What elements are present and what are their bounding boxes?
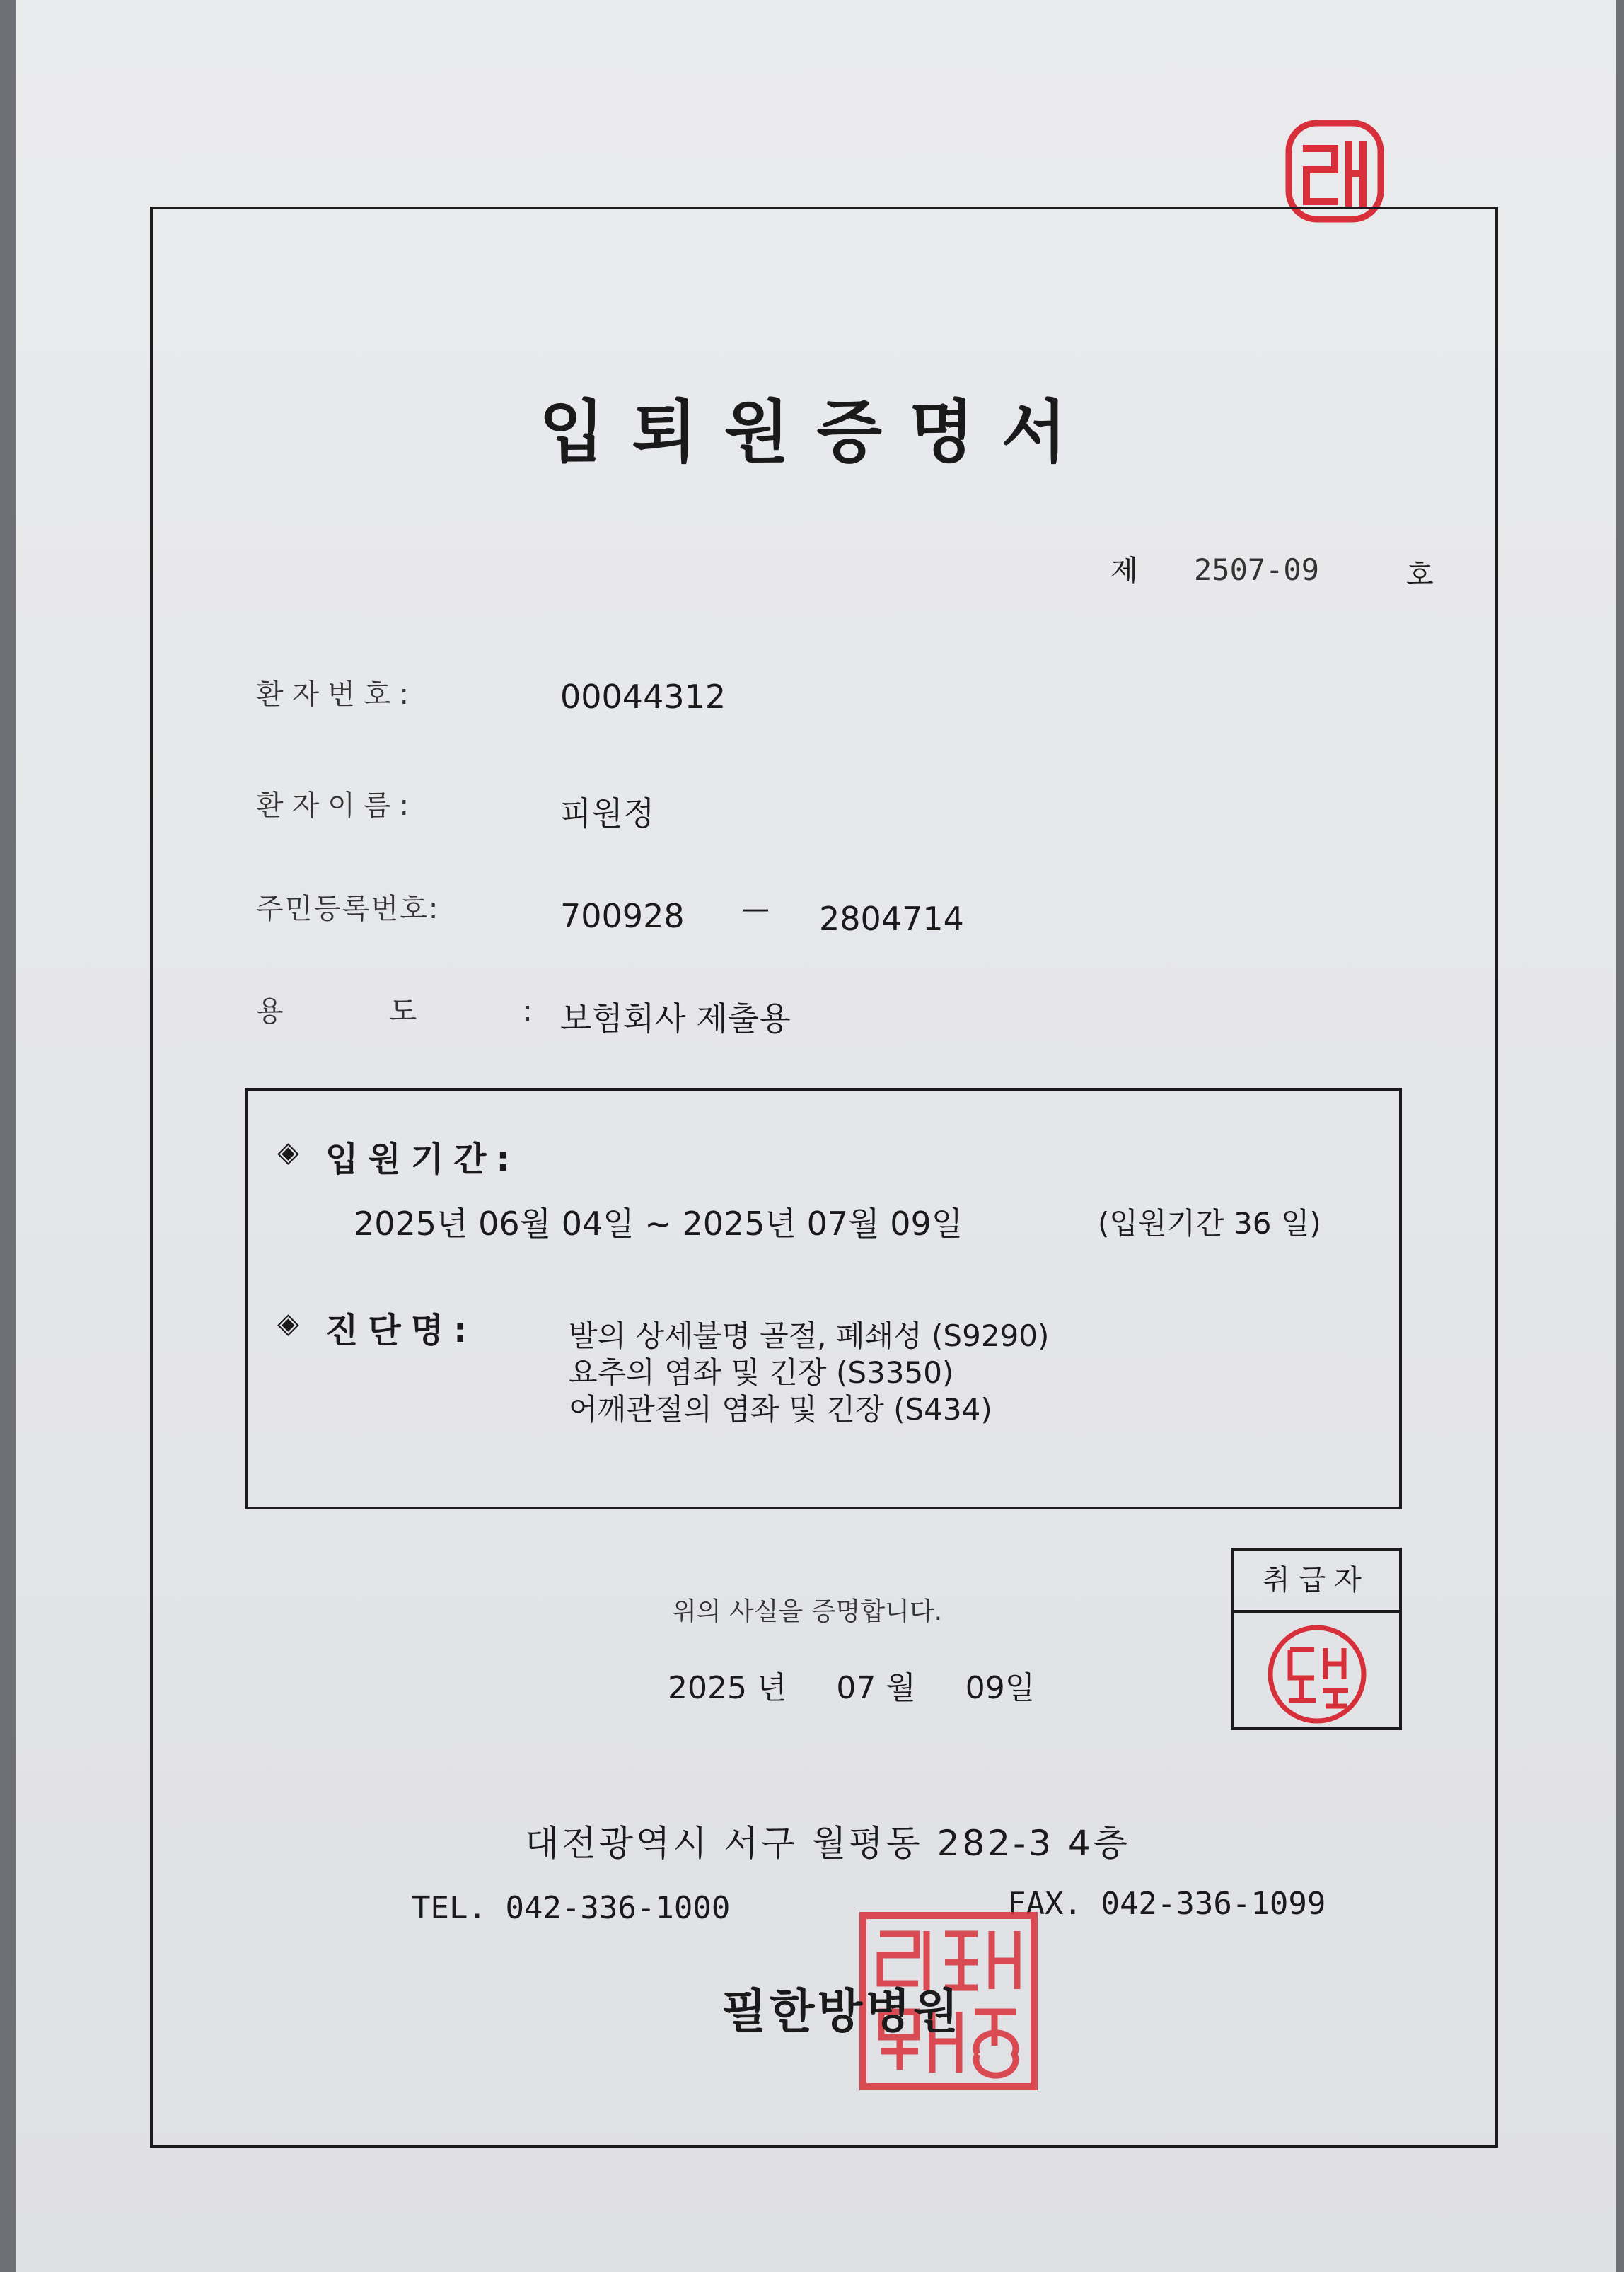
handler-label: 취급자 <box>1234 1551 1399 1613</box>
admission-period-label: 입원기간: <box>325 1140 520 1179</box>
document-paper <box>16 0 1616 2272</box>
resident-number-separator: — <box>741 893 770 925</box>
handler-seal-stamp <box>1260 1621 1374 1727</box>
issue-date: 2025 년 07 월 09일 <box>668 1670 1036 1706</box>
resident-number-front: 700928 <box>560 897 685 935</box>
handler-box <box>1231 1548 1402 1730</box>
diagnosis-item: 발의 상세불명 골절, 폐쇄성 (S9290) <box>569 1318 1050 1353</box>
diagnosis-item: 요추의 염좌 및 긴장 (S3350) <box>569 1355 954 1390</box>
doc-number-prefix: 제 <box>1110 555 1138 587</box>
hospital-name: 필한방병원 <box>721 1984 961 2039</box>
hospital-address: 대전광역시 서구 월평동 282-3 4층 <box>525 1823 1130 1864</box>
diagnosis-marker-icon: ◈ <box>277 1307 299 1340</box>
purpose-label: 용도: <box>256 995 639 1028</box>
patient-name-label: 환자이름: <box>256 789 418 822</box>
doc-number-suffix: 호 <box>1406 559 1434 591</box>
admission-days: (입원기간 36 일) <box>1098 1206 1321 1241</box>
diagnosis-label: 진단명: <box>325 1311 477 1350</box>
diagnosis-item: 어깨관절의 염좌 및 긴장 (S434) <box>569 1392 992 1427</box>
document-title: 입퇴원증명서 <box>539 393 1094 472</box>
resident-number-back: 2804714 <box>819 900 964 938</box>
certification-text: 위의 사실을 증명합니다. <box>672 1597 943 1626</box>
doc-number: 2507-09 <box>1194 552 1320 587</box>
admission-period: 2025년 06월 04일 ~ 2025년 07월 09일 <box>354 1205 963 1243</box>
patient-name-value: 피원정 <box>560 794 655 833</box>
patient-number-value: 00044312 <box>560 678 726 716</box>
admission-marker-icon: ◈ <box>277 1136 299 1169</box>
purpose-value: 보험회사 제출용 <box>560 999 791 1038</box>
resident-number-label: 주민등록번호: <box>256 893 440 925</box>
hospital-tel: TEL. 042-336-1000 <box>412 1890 731 1926</box>
hospital-fax: FAX. 042-336-1099 <box>1007 1886 1326 1922</box>
patient-number-label: 환자번호: <box>256 678 418 711</box>
